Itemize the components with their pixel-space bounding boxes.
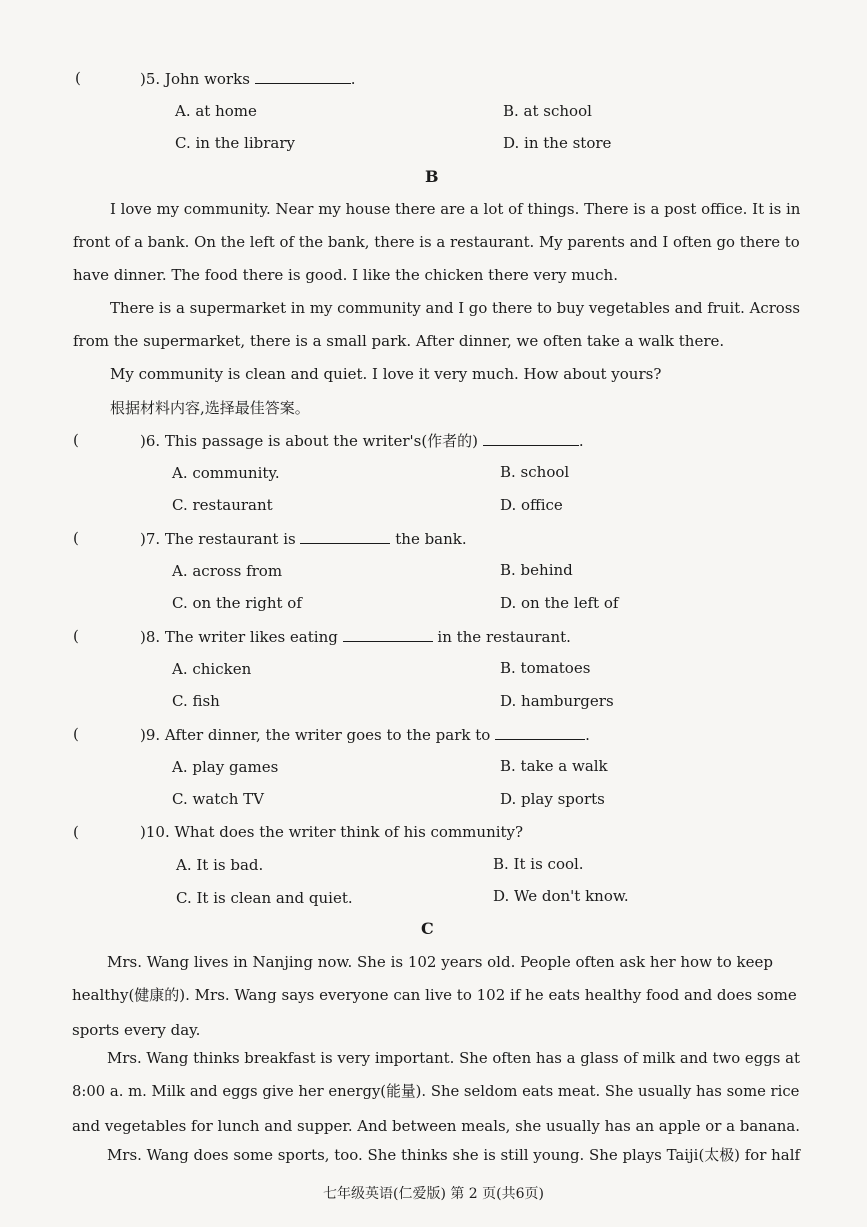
question-8: [140, 627, 571, 646]
passage-c-line: 8:00 a. m. Milk and eggs give her energy(能量). She seldom eats meat. She usually has some rice: [72, 1082, 800, 1100]
passage-b-line: There is a supermarket in my community and I go there to buy vegetables and fruit. Across: [110, 299, 801, 317]
answer-paren-5: (: [75, 69, 81, 87]
passage-c-line: Mrs. Wang does some sports, too. She thinks she is still young. She plays Taiji(太极) for half: [107, 1146, 801, 1164]
q8-option-d: D. hamburgers: [500, 692, 614, 710]
q10-option-c: C. It is clean and quiet.: [176, 889, 353, 907]
section-c-heading: C: [421, 919, 434, 938]
q7-option-b: B. behind: [500, 561, 573, 579]
instruction-text: 根据材料内容,选择最佳答案。: [110, 399, 310, 417]
passage-c-line: sports every day.: [72, 1021, 201, 1039]
question-5: [140, 69, 355, 88]
question-7: [140, 529, 467, 548]
answer-blank-7: [300, 529, 390, 544]
q7-option-a: A. across from: [172, 562, 283, 580]
q5-option-d: D. in the store: [503, 134, 612, 152]
q7-option-c: C. on the right of: [172, 594, 302, 612]
q5-option-b: B. at school: [503, 102, 592, 120]
answer-blank-6: [483, 431, 579, 446]
question-9-stem: )9. After dinner, the writer goes to the park to: [140, 726, 491, 744]
answer-paren-10: (: [73, 823, 79, 841]
question-7-end: the bank.: [395, 530, 467, 548]
q10-option-a: A. It is bad.: [176, 856, 264, 874]
q6-option-c: C. restaurant: [172, 496, 273, 514]
q9-option-d: D. play sports: [500, 790, 605, 808]
question-7-stem: )7. The restaurant is: [140, 530, 296, 548]
passage-b-line: front of a bank. On the left of the bank, there is a restaurant. My parents and I often go there to: [73, 233, 800, 251]
passage-c-line: Mrs. Wang thinks breakfast is very important. She often has a glass of milk and two eggs at: [107, 1049, 800, 1067]
question-6-end: .: [578, 432, 584, 450]
q5-option-a: A. at home: [175, 102, 257, 120]
answer-paren-6: (: [73, 431, 79, 449]
question-6: [140, 431, 584, 450]
passage-b-line: from the supermarket, there is a small park. After dinner, we often take a walk there.: [73, 332, 725, 350]
q9-option-a: A. play games: [172, 758, 279, 776]
q5-option-c: C. in the library: [175, 134, 295, 152]
q10-option-d: D. We don't know.: [493, 887, 629, 905]
answer-blank-8: [343, 627, 433, 642]
q8-option-a: A. chicken: [172, 660, 252, 678]
passage-c-line: healthy(健康的). Mrs. Wang says everyone can live to 102 if he eats healthy food and does some: [72, 986, 797, 1004]
passage-b-line: My community is clean and quiet. I love it very much. How about yours?: [110, 365, 662, 383]
passage-c-line: and vegetables for lunch and supper. And between meals, she usually has an apple or a banana.: [72, 1117, 801, 1135]
section-b-heading: B: [425, 167, 439, 186]
page-footer: 七年级英语(仁爱版) 第 2 页(共6页): [322, 1186, 544, 1202]
q6-option-b: B. school: [500, 463, 570, 481]
question-9: [140, 725, 590, 744]
passage-b-line: I love my community. Near my house there are a lot of things. There is a post office. It is in: [110, 200, 801, 218]
answer-blank-9: [495, 725, 585, 740]
q9-option-c: C. watch TV: [172, 790, 264, 808]
passage-b-line: have dinner. The food there is good. I like the chicken there very much.: [73, 266, 618, 284]
question-10-stem: )10. What does the writer think of his community?: [140, 823, 524, 841]
question-8-end: in the restaurant.: [437, 628, 571, 646]
answer-blank-5: [255, 69, 351, 84]
q6-option-d: D. office: [500, 496, 563, 514]
q8-option-c: C. fish: [172, 692, 220, 710]
answer-paren-8: (: [73, 627, 79, 645]
question-5-end: .: [350, 70, 356, 88]
question-6-stem: )6. This passage is about the writer's(作者的): [140, 432, 479, 450]
passage-c-line: Mrs. Wang lives in Nanjing now. She is 102 years old. People often ask her how to keep: [107, 953, 773, 971]
answer-paren-7: (: [73, 529, 79, 547]
answer-paren-9: (: [73, 725, 79, 743]
q9-option-b: B. take a walk: [500, 757, 608, 775]
question-9-end: .: [585, 726, 590, 744]
question-8-stem: )8. The writer likes eating: [140, 628, 338, 646]
q6-option-a: A. community.: [172, 464, 280, 482]
q8-option-b: B. tomatoes: [500, 659, 591, 677]
q10-option-b: B. It is cool.: [493, 855, 584, 873]
q7-option-d: D. on the left of: [500, 594, 619, 612]
question-5-stem: )5. John works: [140, 70, 250, 88]
